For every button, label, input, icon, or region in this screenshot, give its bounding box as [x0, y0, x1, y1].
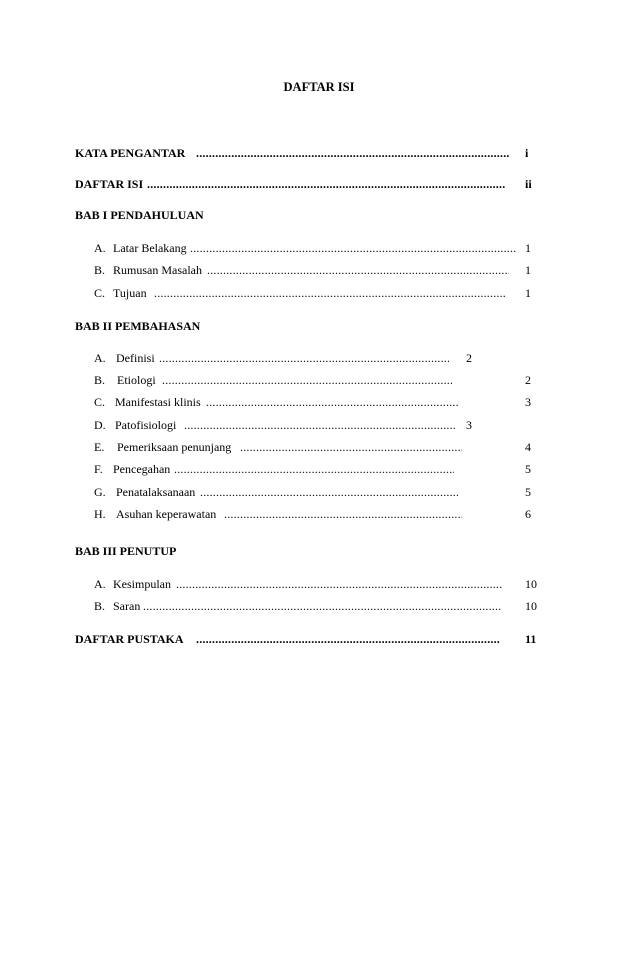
toc-page-number: 3 — [525, 395, 531, 409]
toc-page-number: 6 — [525, 507, 531, 521]
toc-page-number: 10 — [525, 599, 537, 613]
toc-item-letter: H. — [94, 507, 106, 521]
toc-item-letter: D. — [94, 418, 106, 432]
toc-page-number: 5 — [525, 462, 531, 476]
toc-entry-label: Rumusan Masalah — [113, 263, 202, 277]
toc-page-number: 3 — [466, 418, 472, 432]
toc-page-number: 2 — [466, 351, 472, 365]
dot-leader — [176, 577, 502, 592]
toc-entry-label: Patofisiologi — [115, 418, 177, 432]
toc-entry-label: DAFTAR ISI — [75, 177, 144, 191]
toc-entry-label: Penatalaksanaan — [116, 485, 196, 499]
toc-page-number: 5 — [525, 485, 531, 499]
toc-item-letter: E. — [94, 440, 105, 454]
toc-item-letter: B. — [94, 263, 106, 277]
toc-entry-label: Manifestasi klinis — [115, 395, 201, 409]
toc-entry-label: KATA PENGANTAR — [75, 146, 186, 160]
toc-item-letter: F. — [94, 462, 103, 476]
dot-leader — [240, 440, 462, 455]
toc-page-number: i — [525, 146, 529, 160]
toc-page-number: ii — [525, 177, 532, 191]
dot-leader — [162, 373, 452, 388]
dot-leader — [190, 241, 516, 256]
toc-entry-label: Saran — [113, 599, 141, 613]
toc-item-letter: G. — [94, 485, 106, 499]
toc-item-letter: A. — [94, 577, 106, 591]
section-heading-bab-3: BAB III PENUTUP — [75, 544, 177, 558]
toc-item-letter: A. — [94, 351, 106, 365]
page-title: DAFTAR ISI — [283, 80, 355, 94]
dot-leader — [184, 418, 456, 433]
dot-leader — [224, 507, 462, 522]
toc-item-letter: C. — [94, 286, 106, 300]
toc-page-number: 1 — [525, 263, 531, 277]
dot-leader — [207, 263, 509, 278]
toc-page-number: 11 — [525, 632, 537, 646]
toc-entry-label: Tujuan — [113, 286, 147, 300]
toc-entry-label: Etiologi — [117, 373, 156, 387]
dot-leader — [174, 462, 454, 477]
toc-entry-label: Pencegahan — [113, 462, 171, 476]
toc-page-number: 1 — [525, 241, 531, 255]
section-heading-bab-2: BAB II PEMBAHASAN — [75, 319, 201, 333]
toc-entry-label: DAFTAR PUSTAKA — [75, 632, 184, 646]
toc-entry-label: Definisi — [116, 351, 155, 365]
toc-item-letter: B. — [94, 599, 106, 613]
dot-leader — [200, 485, 458, 500]
toc-page-number: 1 — [525, 286, 531, 300]
dot-leader — [143, 599, 501, 614]
toc-page-number: 4 — [525, 440, 531, 454]
toc-item-letter: C. — [94, 395, 106, 409]
toc-entry-label: Kesimpulan — [113, 577, 171, 591]
toc-page-number: 10 — [525, 577, 537, 591]
dot-leader — [159, 351, 449, 366]
toc-entry-label: Asuhan keperawatan — [116, 507, 217, 521]
dot-leader — [154, 286, 506, 301]
toc-item-letter: B. — [94, 373, 106, 387]
dot-leader — [196, 632, 500, 647]
toc-page-number: 2 — [525, 373, 531, 387]
section-heading-bab-1: BAB I PENDAHULUAN — [75, 208, 204, 222]
dot-leader — [206, 395, 458, 410]
toc-entry-label: Latar Belakang — [113, 241, 187, 255]
dot-leader — [196, 146, 509, 161]
toc-item-letter: A. — [94, 241, 106, 255]
dot-leader — [147, 177, 505, 192]
toc-entry-label: Pemeriksaan penunjang — [117, 440, 232, 454]
